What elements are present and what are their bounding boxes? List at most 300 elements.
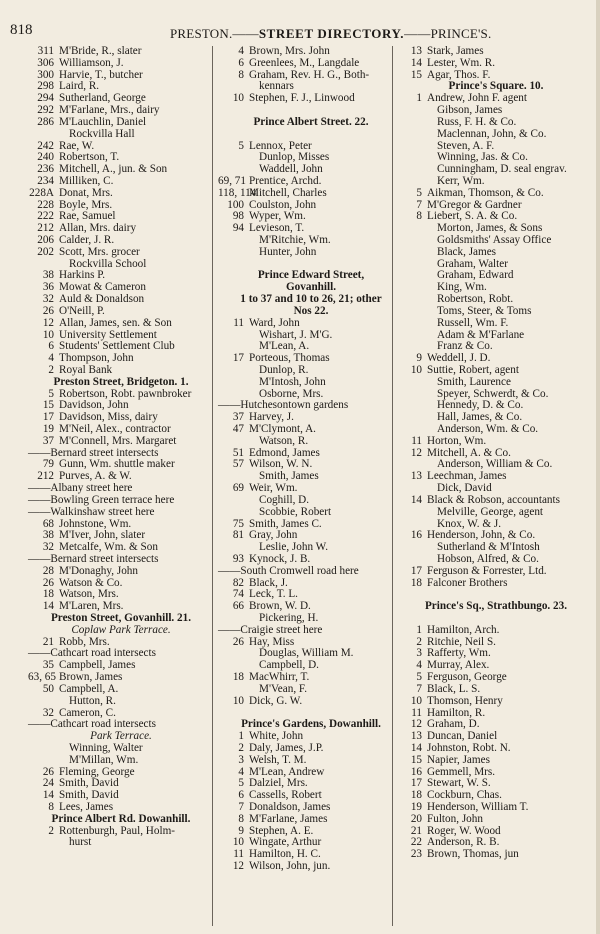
directory-entry [28, 767, 214, 779]
house-number: 3 [416, 647, 422, 660]
directory-entry [28, 200, 214, 212]
directory-entry [396, 188, 596, 200]
directory-entry [28, 58, 214, 70]
house-number: 63, 65 [28, 671, 56, 684]
house-number: 57 [232, 458, 244, 471]
running-head-title: STREET DIRECTORY. [258, 26, 405, 41]
house-number: 10 [410, 694, 422, 707]
house-number: 311 [37, 45, 54, 57]
house-number: 10 [232, 694, 244, 707]
occupant-name: Murray, Alex. [427, 659, 490, 672]
occupant-name: Leechman, James [427, 470, 507, 483]
street-heading [218, 117, 404, 129]
directory-entry [218, 578, 404, 590]
directory-entry [28, 259, 214, 271]
directory-entry [28, 294, 214, 306]
house-number: 8 [238, 68, 244, 81]
occupant-name: Andrew, John F. agent [427, 92, 527, 105]
house-number: 14 [42, 789, 54, 802]
house-number: 26 [42, 765, 54, 778]
directory-entry [396, 176, 596, 188]
house-number: 228 [37, 198, 54, 211]
occupant-name: Graham, Rev. H. G., Both- [249, 68, 370, 81]
directory-entry [396, 696, 596, 708]
occupant-name: Maclennan, John, & Co. [437, 127, 547, 140]
directory-entry [396, 767, 596, 779]
street-heading [396, 601, 596, 613]
directory-entry [28, 826, 214, 838]
occupant-name: Black, J. [249, 576, 288, 589]
occupant-name: M'Intosh, John [259, 375, 326, 388]
occupant-name: Scobbie, Robert [259, 505, 332, 518]
house-number: 236 [37, 163, 54, 176]
directory-entry [396, 46, 596, 58]
occupant-name: Leck, T. L. [249, 588, 298, 601]
occupant-name: Waddell, John [259, 163, 323, 176]
directory-entry [396, 235, 596, 247]
house-number: 15 [42, 399, 54, 412]
directory-entry [28, 70, 214, 82]
occupant-name: Wilson, John, jun. [249, 860, 331, 873]
directory-entry [218, 507, 404, 519]
directory-entry [396, 164, 596, 176]
house-number: 4 [238, 45, 244, 57]
directory-entry [218, 436, 404, 448]
occupant-name: Metcalfe, Wm. & Son [59, 541, 158, 554]
directory-entry [396, 318, 596, 330]
house-number: 7 [416, 682, 422, 695]
house-number: 93 [232, 552, 244, 565]
house-number: 12 [410, 718, 422, 731]
occupant-name: Aikman, Thomson, & Co. [427, 186, 544, 199]
occupant-name: Welsh, T. M. [249, 753, 307, 766]
directory-entry [218, 495, 404, 507]
occupant-name: Hobson, Alfred, & Co. [437, 552, 539, 565]
directory-entry [218, 814, 404, 826]
occupant-name: Greenlees, M., Langdale [249, 56, 360, 69]
house-number: 4 [238, 765, 244, 778]
directory-entry [28, 755, 214, 767]
occupant-name: Robertson, T. [59, 151, 120, 164]
heading-text: Prince Albert Rd. Dowanhill. [51, 812, 191, 825]
occupant-name: Watson & Co. [59, 576, 123, 589]
house-number: 98 [232, 210, 244, 223]
house-number: 13 [410, 730, 422, 743]
blank-line [218, 129, 404, 141]
occupant-name: Anderson, Wm. & Co. [437, 423, 539, 435]
occupant-name: M'Iver, John, slater [59, 529, 146, 542]
occupant-name: Rockvilla School [69, 257, 147, 270]
directory-entry [396, 330, 596, 342]
occupant-name: M'Millan, Wm. [69, 753, 139, 766]
heading-text: Prince's Sq., Strathbungo. 23. [424, 600, 568, 613]
directory-entry [28, 743, 214, 755]
occupant-name: Smith, David [59, 777, 119, 790]
house-number: 1 [416, 92, 422, 105]
occupant-name: Stark, James [427, 45, 484, 57]
occupant-name: Rae, W. [59, 139, 95, 152]
occupant-name: kennars [259, 80, 294, 93]
occupant-name: Mitchell, A., jun. & Son [59, 163, 168, 176]
directory-entry [28, 353, 214, 365]
heading-text: Prince's Gardens, Dowanhill. [241, 718, 381, 731]
house-number: 202 [37, 245, 54, 258]
occupant-name: Brown, Thomas, jun [427, 848, 519, 861]
house-number: 298 [37, 80, 54, 93]
directory-entry [28, 176, 214, 188]
house-number: 6 [238, 789, 244, 802]
directory-entry [396, 849, 596, 861]
occupant-name: Hennedy, D. & Co. [437, 399, 524, 412]
heading-text: Prince Albert Street. 22. [253, 115, 369, 128]
house-number: 5 [238, 777, 244, 790]
directory-entry [396, 365, 596, 377]
occupant-name: Hunter, John [259, 245, 317, 258]
occupant-name: Pickering, H. [259, 612, 319, 624]
occupant-name: Daly, James, J.P. [249, 741, 324, 754]
directory-entry [396, 802, 596, 814]
occupant-name: Brown, James [59, 671, 123, 684]
house-number: 12 [410, 446, 422, 459]
heading-text: Preston Street, Govanhill. 21. [50, 612, 192, 624]
house-number: 51 [232, 446, 244, 459]
occupant-name: M'Lean, Andrew [249, 765, 325, 778]
occupant-name: Watson, R. [259, 434, 309, 447]
directory-entry [396, 270, 596, 282]
directory-entry [28, 117, 214, 129]
directory-entry [218, 330, 404, 342]
house-number: 47 [232, 423, 244, 435]
house-number: 14 [42, 600, 54, 613]
house-number: 6 [238, 56, 244, 69]
directory-entry [218, 247, 404, 259]
cross-street-note [28, 495, 214, 507]
occupant-name: Winning, Jas. & Co. [437, 151, 528, 164]
house-number: 81 [232, 529, 244, 542]
occupant-name: Hutton, R. [69, 694, 116, 707]
cross-street-text: ——Walkinshaw street here [28, 505, 155, 518]
occupant-name: Porteous, Thomas [249, 352, 330, 365]
occupant-name: Harvey, J. [249, 411, 294, 424]
cross-street-note [218, 400, 404, 412]
house-number: 16 [410, 765, 422, 778]
terrace-name: Coplaw Park Terrace. [71, 623, 171, 636]
house-number: 8 [416, 210, 422, 223]
running-head [170, 26, 491, 42]
directory-entry [28, 790, 214, 802]
occupant-name: Johnston, Robt. N. [427, 741, 511, 754]
occupant-name: Wingate, Arthur [249, 836, 322, 849]
occupant-name: Black & Robson, accountants [427, 493, 560, 506]
directory-entry [396, 554, 596, 566]
occupant-name: Harkins P. [59, 269, 105, 282]
occupant-name: Osborne, Mrs. [259, 387, 324, 400]
directory-entry [218, 424, 404, 436]
house-number: 292 [37, 104, 54, 117]
occupant-name: Sutherland, George [59, 92, 146, 105]
occupant-name: Donat, Mrs. [59, 186, 113, 199]
directory-entry [396, 471, 596, 483]
occupant-name: Dalziel, Mrs. [249, 777, 308, 790]
directory-entry [28, 566, 214, 578]
house-number: 69, 71 [218, 174, 246, 187]
occupant-name: Duncan, Daniel [427, 730, 498, 743]
directory-entry [28, 247, 214, 259]
occupant-name: Ritchie, Neil S. [427, 635, 496, 648]
directory-entry [218, 554, 404, 566]
directory-entry [28, 436, 214, 448]
house-number: 9 [416, 352, 422, 365]
directory-entry [218, 176, 404, 188]
house-number: 2 [48, 824, 54, 837]
directory-entry [218, 483, 404, 495]
directory-entry [396, 648, 596, 660]
occupant-name: Weddell, J. D. [427, 352, 491, 365]
occupant-name: Allan, Mrs. dairy [59, 222, 137, 235]
directory-entry [218, 365, 404, 377]
house-number: 5 [238, 139, 244, 152]
house-number: 10 [232, 92, 244, 105]
occupant-name: Adam & M'Farlane [437, 328, 525, 341]
occupant-name: Davidson, Miss, dairy [59, 411, 158, 424]
house-number: 8 [238, 812, 244, 825]
house-number: 14 [410, 493, 422, 506]
occupant-name: Toms, Steer, & Toms [437, 304, 532, 317]
occupant-name: O'Neill, P. [59, 304, 105, 317]
house-number: 14 [410, 56, 422, 69]
directory-entry [218, 519, 404, 531]
occupant-name: Gray, John [249, 529, 298, 542]
directory-entry [396, 341, 596, 353]
cross-street-text: ——Bowling Green terrace here [28, 493, 175, 506]
house-number: 32 [42, 541, 54, 554]
house-number: 306 [37, 56, 54, 69]
cross-street-text: ——Hutchesontown gardens [218, 399, 349, 412]
occupant-name: Dick, G. W. [249, 694, 303, 707]
occupant-name: Robb, Mrs. [59, 635, 110, 648]
cross-street-note [218, 566, 404, 578]
house-number: 15 [410, 753, 422, 766]
occupant-name: M'Vean, F. [259, 682, 308, 695]
occupant-name: University Settlement [59, 328, 157, 341]
street-heading [28, 377, 214, 389]
occupant-name: Milliken, C. [59, 174, 114, 187]
occupant-name: Steven, A. F. [437, 139, 495, 152]
occupant-name: Roger, W. Wood [427, 824, 501, 837]
house-number: 37 [232, 411, 244, 424]
occupant-name: Dunlop, Misses [259, 151, 330, 164]
occupant-name: M'Connell, Mrs. Margaret [59, 434, 177, 447]
occupant-name: Hamilton, H. C. [249, 848, 321, 861]
occupant-name: Ferguson, George [427, 671, 507, 684]
occupant-name: Lennox, Peter [249, 139, 312, 152]
occupant-name: M'Farlane, James [249, 812, 328, 825]
occupant-name: Davidson, John [59, 399, 129, 412]
directory-entry [218, 589, 404, 601]
house-number: 26 [42, 304, 54, 317]
occupant-name: Goldsmiths' Assay Office [437, 234, 552, 246]
directory-entry [28, 837, 214, 849]
occupant-name: Suttie, Robert, agent [427, 363, 519, 376]
occupant-name: Black, L. S. [427, 682, 481, 695]
house-number: 286 [37, 115, 54, 128]
occupant-name: Henderson, John, & Co. [427, 529, 536, 542]
house-number: 22 [410, 836, 422, 849]
directory-entry [28, 188, 214, 200]
house-number: 240 [37, 151, 54, 164]
street-heading [218, 719, 404, 731]
occupant-name: Hall, James, & Co. [437, 411, 523, 424]
occupant-name: Russ, F. H. & Co. [437, 115, 517, 128]
house-number: 32 [42, 706, 54, 719]
directory-entry [28, 684, 214, 696]
cross-street-text: ——Albany street here [28, 482, 133, 495]
house-number: 21 [410, 824, 422, 837]
occupant-name: Lester, Wm. R. [427, 56, 496, 69]
house-number: 118, 114 [218, 186, 257, 199]
directory-entry [396, 708, 596, 720]
house-number: 228A [29, 186, 54, 199]
occupant-name: Auld & Donaldson [59, 293, 145, 306]
occupant-name: Brown, Mrs. John [249, 45, 330, 57]
occupant-name: Horton, Wm. [427, 434, 487, 447]
occupant-name: Sutherland & M'Intosh [437, 541, 540, 554]
directory-entry [396, 58, 596, 70]
house-number: 9 [238, 824, 244, 837]
directory-entry [28, 318, 214, 330]
occupant-name: Morton, James, & Sons [437, 222, 543, 235]
occupant-name: Robertson, Robt. [437, 293, 514, 306]
directory-entry [28, 696, 214, 708]
house-number: 35 [42, 659, 54, 672]
house-number: 69 [232, 482, 244, 495]
occupant-name: Calder, J. R. [59, 234, 115, 246]
heading-text: 1 to 37 and 10 to 26, 21; other [240, 293, 382, 306]
occupant-name: Graham, Edward [437, 269, 514, 282]
running-head-dash-2: —— [404, 26, 431, 41]
house-number: 37 [42, 434, 54, 447]
occupant-name: Purves, A. & W. [59, 470, 132, 483]
house-number: 38 [42, 269, 54, 282]
occupant-name: M'Lauchlin, Daniel [59, 115, 147, 128]
house-number: 19 [42, 423, 54, 435]
occupant-name: Melville, George, agent [437, 505, 544, 518]
directory-column-3 [396, 46, 596, 861]
house-number: 50 [42, 682, 54, 695]
house-number: 10 [42, 328, 54, 341]
occupant-name: Cockburn, Chas. [427, 789, 502, 802]
occupant-name: M'Clymont, A. [249, 423, 316, 435]
house-number: 4 [416, 659, 422, 672]
cross-street-text: ——Bernard street intersects [28, 446, 159, 459]
occupant-name: Agar, Thos. F. [427, 68, 491, 81]
directory-entry [396, 755, 596, 767]
house-number: 79 [42, 458, 54, 471]
occupant-name: Coulston, John [249, 198, 317, 211]
page-edge [596, 0, 600, 934]
occupant-name: Graham, D. [427, 718, 480, 731]
occupant-name: Stewart, W. S. [427, 777, 491, 790]
heading-text: Preston Street, Bridgeton. 1. [53, 375, 189, 388]
house-number: 38 [42, 529, 54, 542]
occupant-name: Gemmell, Mrs. [427, 765, 496, 778]
directory-entry [218, 58, 404, 70]
directory-entry [218, 377, 404, 389]
directory-column-1 [28, 46, 214, 849]
house-number: 17 [42, 411, 54, 424]
directory-column-2 [218, 46, 404, 873]
house-number: 18 [232, 671, 244, 684]
directory-entry [396, 578, 596, 590]
house-number: 2 [416, 635, 422, 648]
house-number: 23 [410, 848, 422, 861]
house-number: 4 [48, 352, 54, 365]
directory-entry [396, 743, 596, 755]
occupant-name: Wishart, J. M'G. [259, 328, 333, 341]
occupant-name: Fleming, George [59, 765, 135, 778]
directory-entry [28, 306, 214, 318]
house-number: 17 [410, 564, 422, 577]
house-number: 66 [232, 600, 244, 613]
occupant-name: Thompson, John [59, 352, 134, 365]
house-number: 13 [410, 45, 422, 57]
occupant-name: Scott, Mrs. grocer [59, 245, 140, 258]
house-number: 14 [410, 741, 422, 754]
house-number: 222 [37, 210, 54, 223]
occupant-name: Leslie, John W. [259, 541, 328, 554]
running-head-dash-1: —— [232, 26, 259, 41]
heading-text: Govanhill. [285, 281, 337, 294]
page-header [0, 0, 600, 44]
cross-street-text: ——Bernard street intersects [28, 552, 159, 565]
house-number: 19 [410, 801, 422, 813]
occupant-name: Wilson, W. N. [249, 458, 313, 471]
occupant-name: Graham, Walter [437, 257, 508, 270]
house-number: 11 [233, 848, 244, 861]
occupant-name: Smith, James [259, 470, 319, 483]
occupant-name: Ward, John [249, 316, 300, 329]
occupant-name: Douglas, William M. [259, 647, 354, 660]
occupant-name: Brown, W. D. [249, 600, 311, 613]
occupant-name: Henderson, William T. [427, 801, 529, 813]
terrace-subheading [28, 625, 214, 637]
directory-entry [28, 223, 214, 235]
heading-text: Prince's Square. 10. [448, 80, 544, 93]
house-number: 242 [37, 139, 54, 152]
occupant-name: M'Lean, A. [259, 340, 310, 353]
cross-street-text: ——Cathcart road intersects [28, 647, 156, 660]
directory-entry [218, 861, 404, 873]
house-number: 212 [37, 222, 54, 235]
directory-entry [396, 684, 596, 696]
cross-street-note [28, 554, 214, 566]
occupant-name: Anderson, R. B. [427, 836, 500, 849]
house-number: 15 [410, 68, 422, 81]
house-number: 2 [48, 363, 54, 376]
occupant-name: Campbell, A. [59, 682, 119, 695]
directory-entry [218, 660, 404, 672]
house-number: 5 [48, 387, 54, 400]
occupant-name: White, John [249, 730, 304, 743]
occupant-name: Speyer, Schwerdt, & Co. [437, 387, 549, 400]
directory-entry [28, 578, 214, 590]
house-number: 300 [37, 68, 54, 81]
directory-entry [218, 188, 404, 200]
house-number: 75 [232, 517, 244, 530]
house-number: 10 [232, 836, 244, 849]
occupant-name: Thomson, Henry [427, 694, 503, 707]
directory-entry [396, 637, 596, 649]
